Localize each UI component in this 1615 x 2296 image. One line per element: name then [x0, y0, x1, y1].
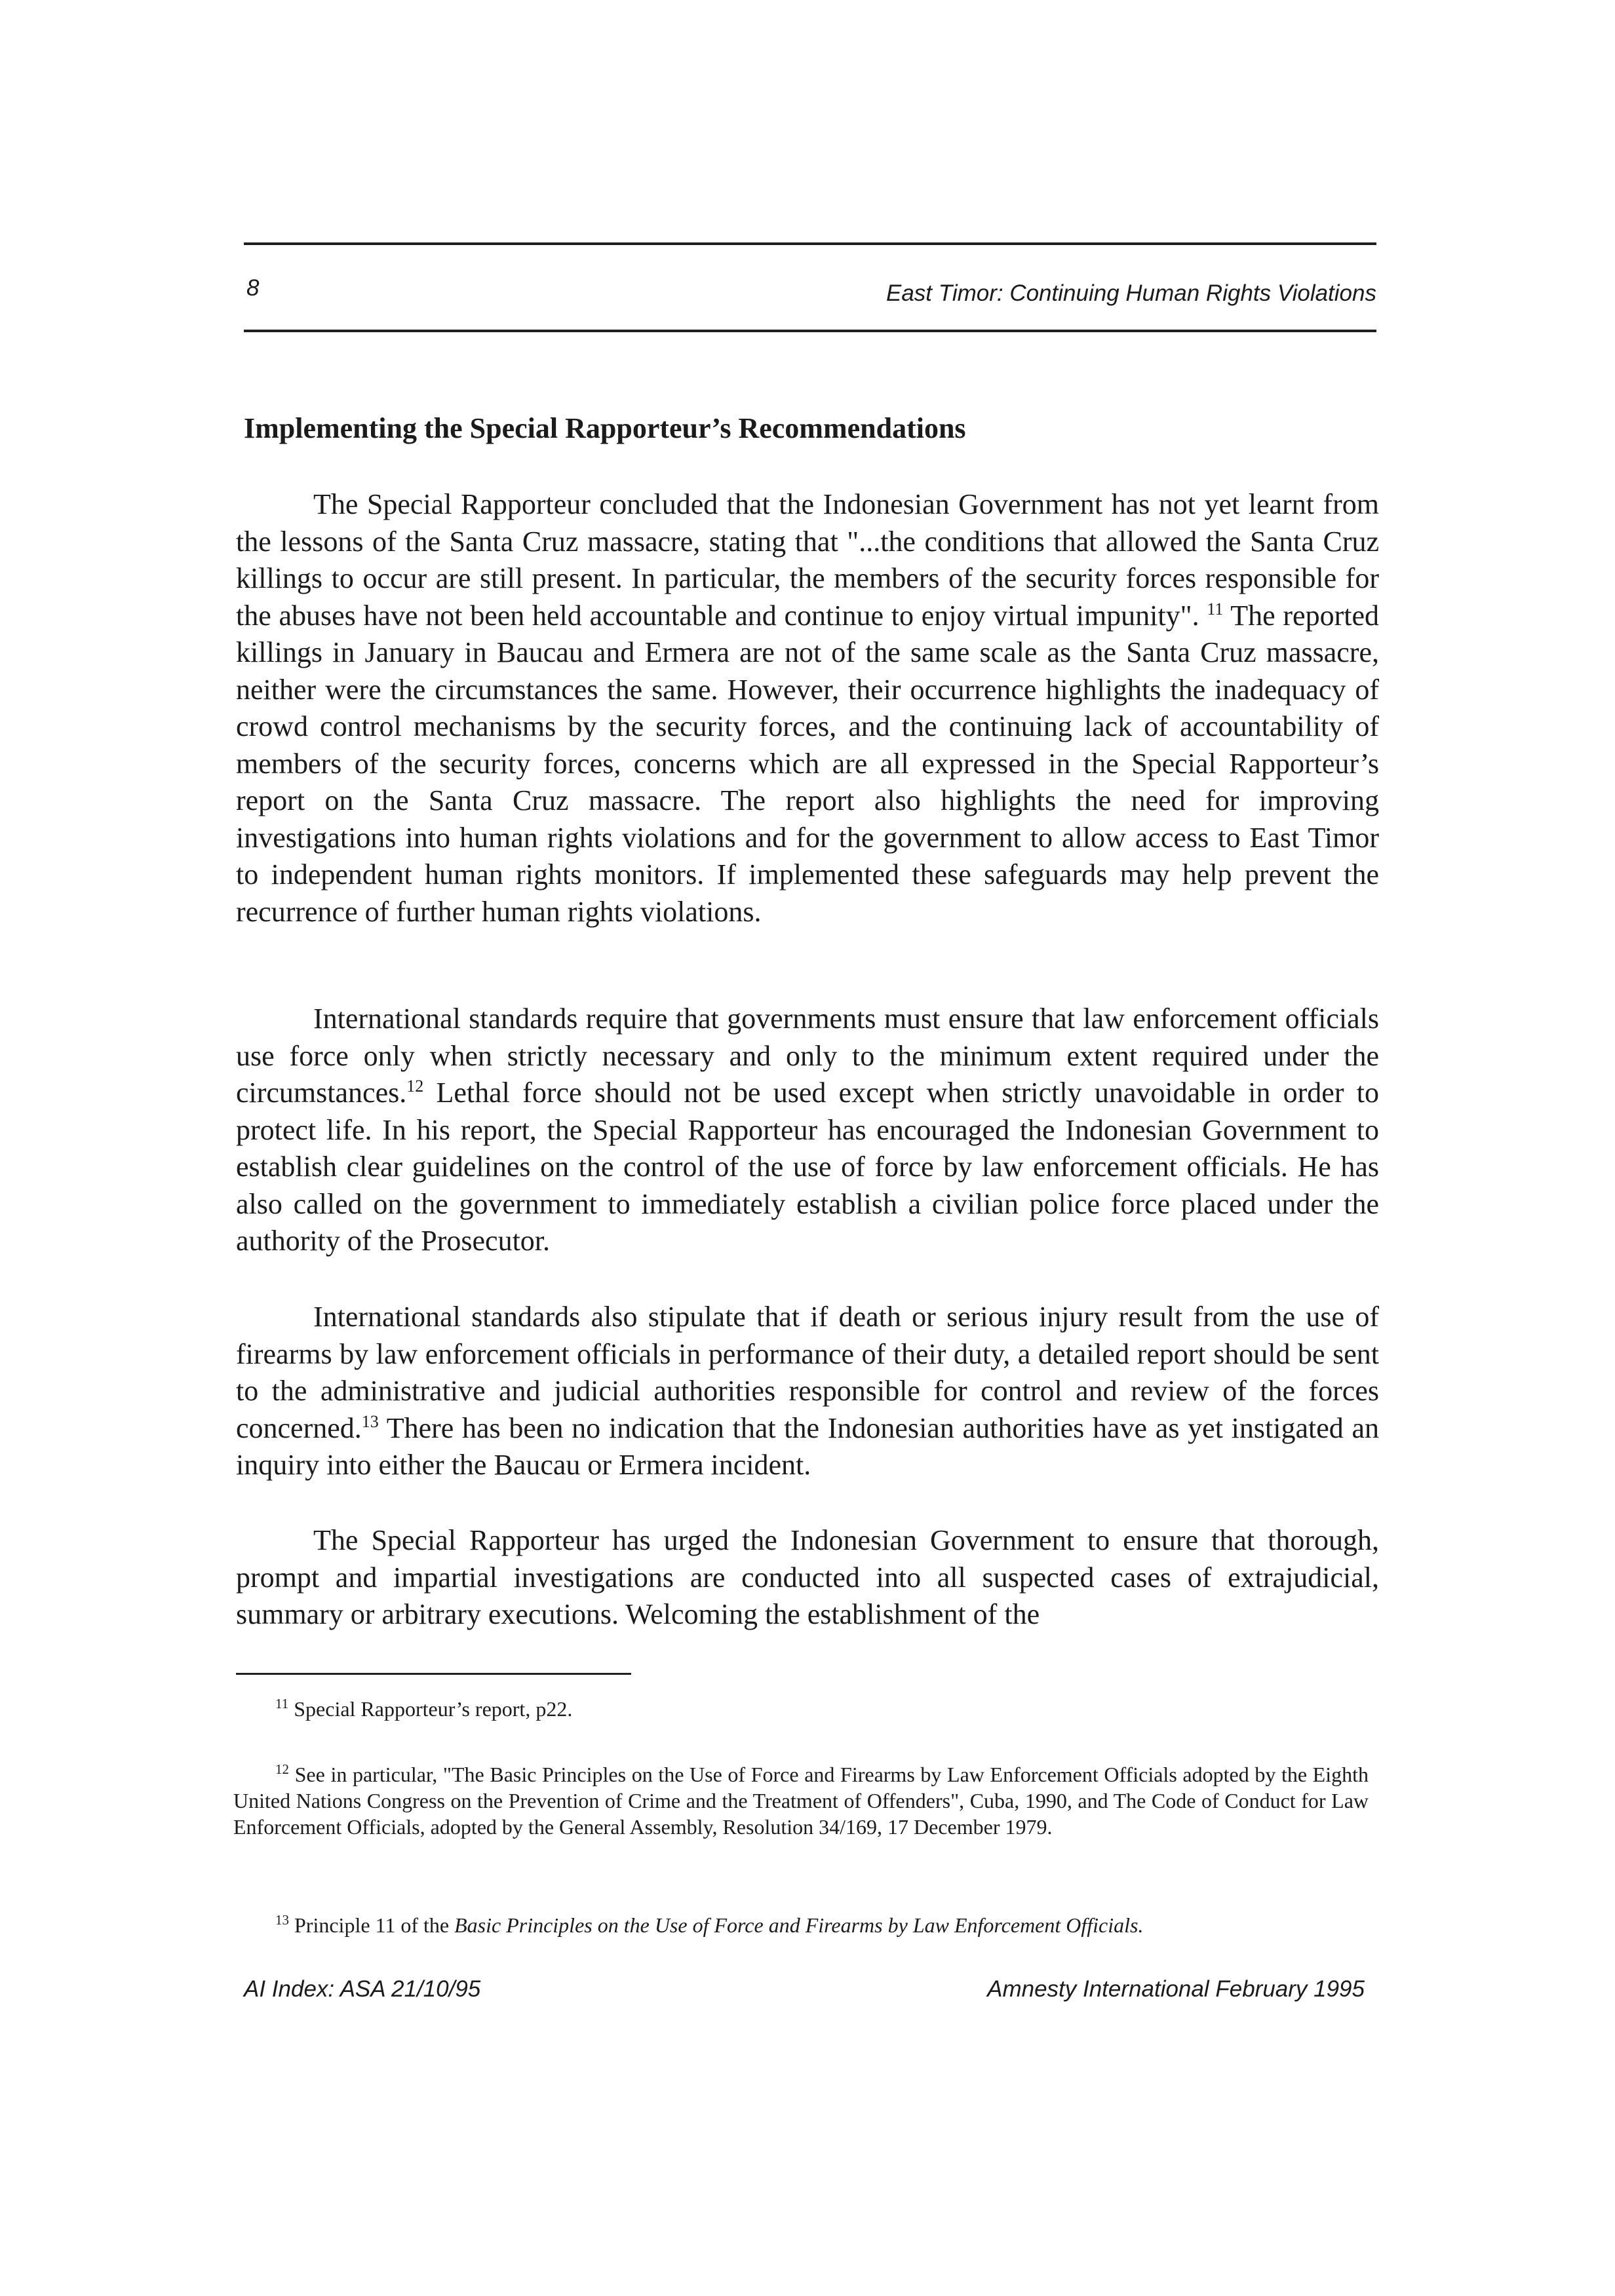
paragraph-1-text-a: The Special Rapporteur concluded that the Indonesian Government has not yet learnt from the lessons of the Santa Cruz massacre, stating that "...the conditions that allowed the Santa Cruz killings to occur are still present. In particular, the members of the security forces responsible for the abuses have not been held accountable and continue to enjoy virtual impunity".	[236, 488, 1379, 632]
publisher-date: Amnesty International February 1995	[987, 1976, 1365, 2002]
page-header	[244, 275, 1376, 315]
page-footer	[244, 1976, 1365, 2016]
footnote-11-text: Special Rapporteur’s report, p22.	[288, 1697, 573, 1721]
paragraph-2	[236, 1001, 1379, 1260]
paragraph-4: The Special Rapporteur has urged the Indonesian Government to ensure that thorough, prompt and impartial investigations are conducted into all suspected cases of extrajudicial, summary or arbitrary executions. Welcoming the establishment of the	[236, 1524, 1379, 1630]
footnote-12	[233, 1761, 1369, 1840]
section-heading: Implementing the Special Rapporteur’s Recommendations	[244, 412, 966, 444]
paragraph-3-text-a: International standards also stipulate that if death or serious injury result from the use of firearms by law enforcement officials in performance of their duty, a detailed report should be sent to the administrative and judicial authorities responsible for control and review of the forces concerned.	[236, 1301, 1379, 1444]
footnote-11-mark: 11	[275, 1696, 289, 1712]
header-bottom-rule	[244, 330, 1376, 332]
footnote-ref-11: 11	[1207, 599, 1224, 619]
page-number: 8	[246, 275, 260, 301]
paragraph-2-text-a: International standards require that governments must ensure that law enforcement officials use force only when strictly necessary and only to the minimum extent required under the circumstances.	[236, 1003, 1379, 1109]
footnote-ref-13: 13	[361, 1411, 379, 1431]
running-title: East Timor: Continuing Human Rights Violations	[885, 280, 1376, 306]
footnote-12-text: See in particular, "The Basic Principles on the Use of Force and Firearms by Law Enforcement Officials adopted by the Eighth United Nations Congress on the Prevention of Crime and the Treatment of Offenders", Cuba, 1990, and The Code of Conduct for Law Enforcement Officials, adopted by the General Assembly, Resolution 34/169, 17 December 1979.	[233, 1763, 1369, 1839]
paragraph-3-text-b: There has been no indication that the Indonesian authorities have as yet instigated an inquiry into either the Baucau or Ermera incident.	[236, 1411, 1379, 1481]
paragraph-3	[236, 1299, 1379, 1484]
footnote-13	[233, 1912, 1369, 1938]
footnote-separator	[236, 1673, 631, 1675]
footnote-13-title: Basic Principles on the Use of Force and Firearms by Law Enforcement Officials.	[454, 1913, 1144, 1937]
footnote-11	[233, 1696, 1369, 1722]
footnote-13-mark: 13	[275, 1912, 289, 1928]
paragraph-1	[236, 486, 1379, 930]
footnote-13-text: Principle 11 of the	[289, 1913, 455, 1937]
footnote-12-mark: 12	[275, 1761, 289, 1777]
header-top-rule	[244, 242, 1376, 245]
footnote-ref-12: 12	[406, 1077, 424, 1096]
paragraph-2-text-b: Lethal force should not be used except when strictly unavoidable in order to protect life. In his report, the Special Rapporteur has encouraged the Indonesian Government to establish clear guidelines on the control of the use of force by law enforcement officials. He has also called on the government to immediately establish a civilian police force placed under the authority of the Prosecutor.	[236, 1077, 1379, 1257]
ai-index: AI Index: ASA 21/10/95	[244, 1976, 481, 2002]
paragraph-1-text-b: The reported killings in January in Baucau and Ermera are not of the same scale as the Santa Cruz massacre, neither were the circumstances the same. However, their occurrence highlights the inadequacy of crowd control mechanisms by the security forces, and the continuing lack of accountability of members of the security forces, concerns which are all expressed in the Special Rapporteur’s report on the Santa Cruz massacre. The report also highlights the need for improving investigations into human rights violations and for the government to allow access to East Timor to independent human rights monitors. If implemented these safeguards may help prevent the recurrence of further human rights violations.	[236, 599, 1379, 928]
